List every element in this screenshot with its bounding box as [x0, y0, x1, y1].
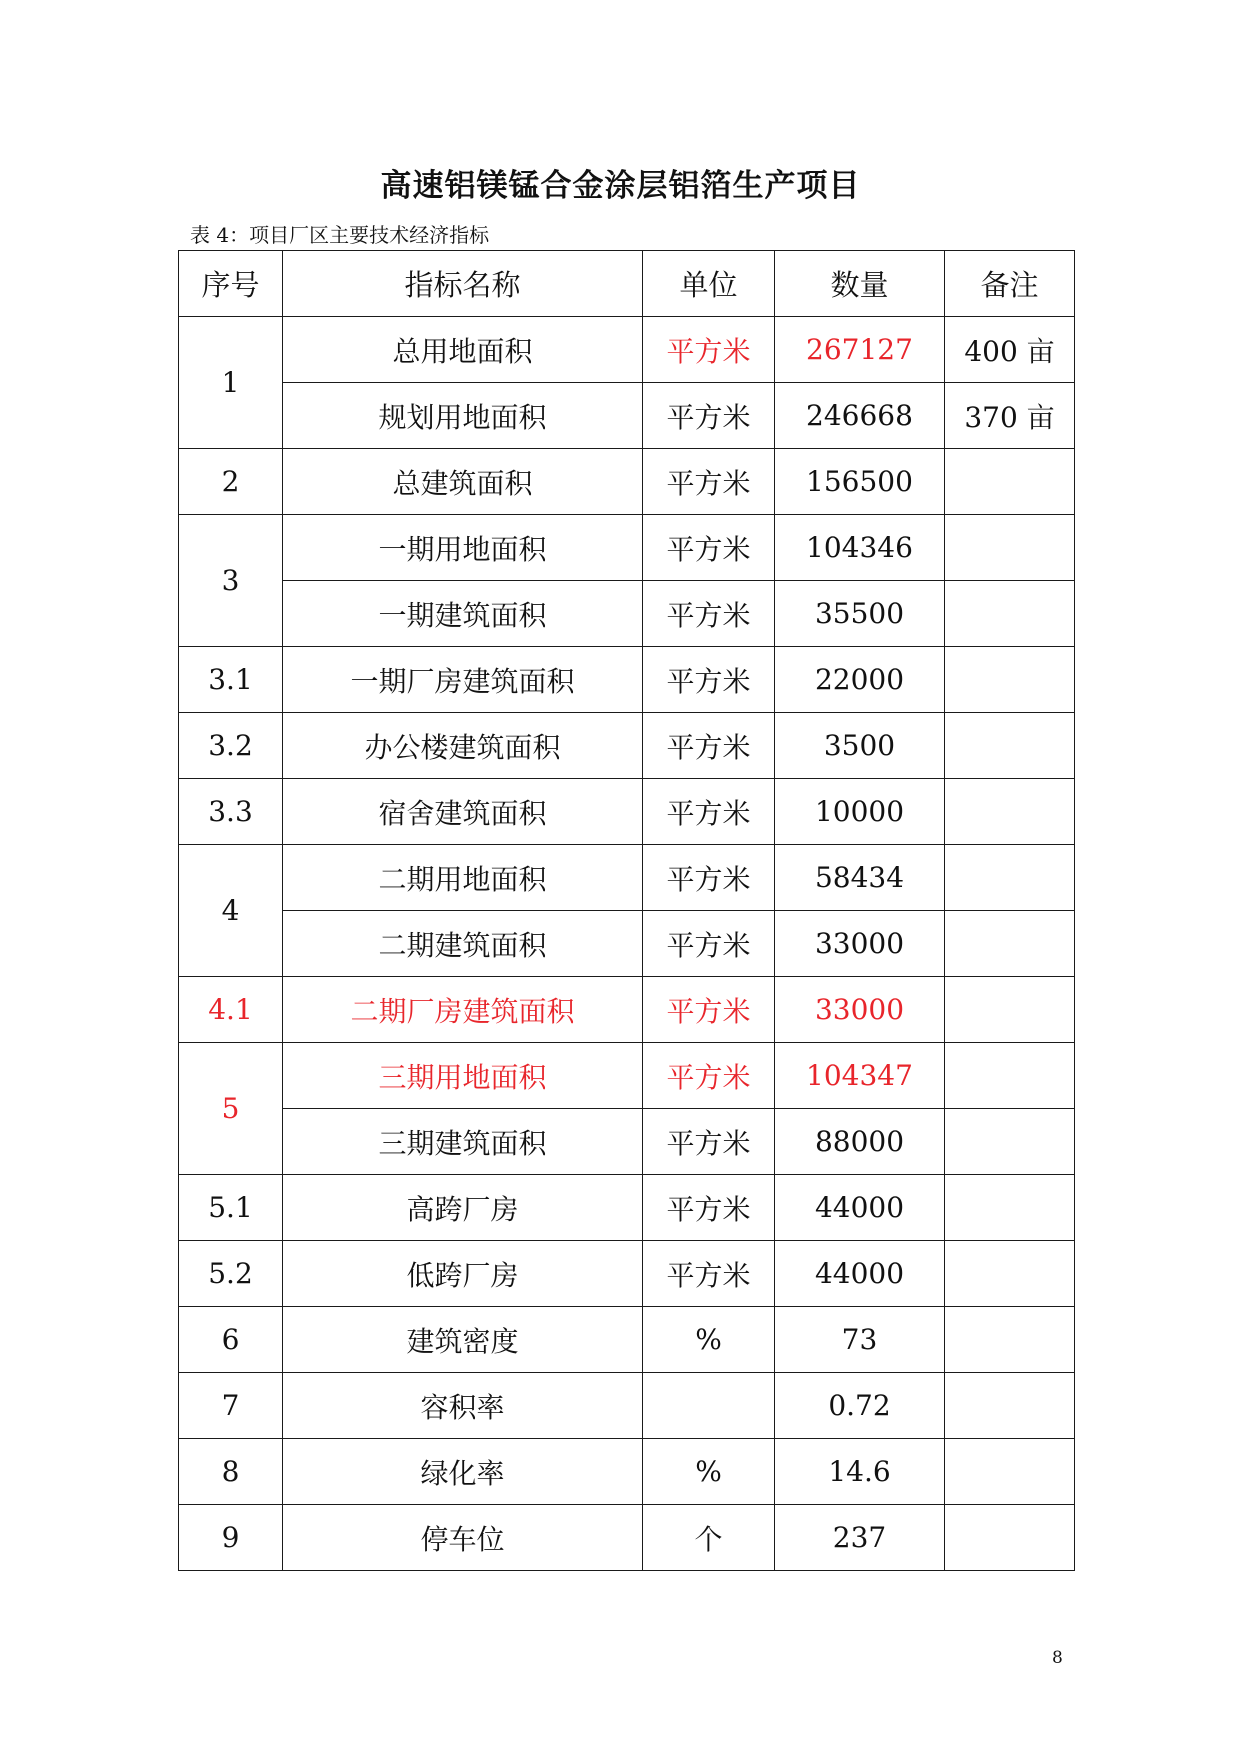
table-caption: 表 4：项目厂区主要技术经济指标: [190, 223, 490, 247]
row-name: 建筑密度: [283, 1307, 643, 1373]
row-index: 9: [179, 1505, 283, 1571]
row-index: 8: [179, 1439, 283, 1505]
row-unit: %: [643, 1307, 775, 1373]
row-quantity: 14.6: [775, 1439, 945, 1505]
row-quantity: 267127: [775, 317, 945, 383]
table-row: [179, 779, 1075, 845]
row-unit: 平方米: [643, 779, 775, 845]
row-name: 宿舍建筑面积: [283, 779, 643, 845]
row-index: 7: [179, 1373, 283, 1439]
row-note: [945, 779, 1075, 845]
row-unit: 平方米: [643, 845, 775, 911]
table-body: [179, 317, 1075, 1571]
row-note: [945, 1241, 1075, 1307]
row-name: 二期建筑面积: [283, 911, 643, 977]
row-note: [945, 581, 1075, 647]
row-unit: 平方米: [643, 713, 775, 779]
row-note: 370 亩: [945, 383, 1075, 449]
row-name: 容积率: [283, 1373, 643, 1439]
table-row: [179, 317, 1075, 383]
row-index: 3.3: [179, 779, 283, 845]
row-unit: 平方米: [643, 647, 775, 713]
table-row: [179, 449, 1075, 515]
row-index: 4.1: [179, 977, 283, 1043]
row-name: 规划用地面积: [283, 383, 643, 449]
row-name: 三期用地面积: [283, 1043, 643, 1109]
row-name: 低跨厂房: [283, 1241, 643, 1307]
table-row: [179, 1439, 1075, 1505]
row-name: 高跨厂房: [283, 1175, 643, 1241]
row-unit: 平方米: [643, 581, 775, 647]
row-note: [945, 1373, 1075, 1439]
row-note: [945, 713, 1075, 779]
row-unit: 平方米: [643, 911, 775, 977]
row-quantity: 44000: [775, 1175, 945, 1241]
row-quantity: 237: [775, 1505, 945, 1571]
row-note: [945, 1043, 1075, 1109]
table-row: [179, 911, 1075, 977]
row-note: [945, 449, 1075, 515]
row-note: [945, 1109, 1075, 1175]
row-note: [945, 515, 1075, 581]
header-name: 指标名称: [283, 251, 643, 317]
table-row: [179, 977, 1075, 1043]
header-index: 序号: [179, 251, 283, 317]
row-note: [945, 845, 1075, 911]
row-index: 3.2: [179, 713, 283, 779]
table-row: [179, 1373, 1075, 1439]
row-index: 3.1: [179, 647, 283, 713]
row-quantity: 104347: [775, 1043, 945, 1109]
row-quantity: 35500: [775, 581, 945, 647]
table-row: [179, 1175, 1075, 1241]
row-unit: 平方米: [643, 317, 775, 383]
row-index: 5: [179, 1043, 283, 1175]
row-quantity: 73: [775, 1307, 945, 1373]
row-name: 停车位: [283, 1505, 643, 1571]
row-unit: [643, 1373, 775, 1439]
row-quantity: 33000: [775, 977, 945, 1043]
table-row: [179, 515, 1075, 581]
row-note: [945, 1505, 1075, 1571]
indicators-table: [178, 250, 1075, 1571]
row-name: 一期建筑面积: [283, 581, 643, 647]
row-index: 5.1: [179, 1175, 283, 1241]
row-note: [945, 647, 1075, 713]
row-quantity: 88000: [775, 1109, 945, 1175]
row-unit: 平方米: [643, 1241, 775, 1307]
row-note: [945, 977, 1075, 1043]
row-unit: 平方米: [643, 977, 775, 1043]
row-index: 5.2: [179, 1241, 283, 1307]
row-note: [945, 1175, 1075, 1241]
row-quantity: 10000: [775, 779, 945, 845]
header-quantity: 数量: [775, 251, 945, 317]
row-unit: %: [643, 1439, 775, 1505]
row-name: 一期厂房建筑面积: [283, 647, 643, 713]
row-note: 400 亩: [945, 317, 1075, 383]
table-row: [179, 383, 1075, 449]
row-unit: 平方米: [643, 515, 775, 581]
table-row: [179, 647, 1075, 713]
table-row: [179, 1307, 1075, 1373]
row-unit: 个: [643, 1505, 775, 1571]
row-unit: 平方米: [643, 449, 775, 515]
row-name: 办公楼建筑面积: [283, 713, 643, 779]
row-name: 绿化率: [283, 1439, 643, 1505]
table-header-row: [179, 251, 1075, 317]
row-quantity: 58434: [775, 845, 945, 911]
row-index: 6: [179, 1307, 283, 1373]
row-quantity: 246668: [775, 383, 945, 449]
header-unit: 单位: [643, 251, 775, 317]
table-row: [179, 1241, 1075, 1307]
row-quantity: 0.72: [775, 1373, 945, 1439]
row-unit: 平方米: [643, 1109, 775, 1175]
row-name: 一期用地面积: [283, 515, 643, 581]
row-name: 二期用地面积: [283, 845, 643, 911]
row-quantity: 156500: [775, 449, 945, 515]
page-number: 8: [1052, 1648, 1063, 1668]
row-quantity: 3500: [775, 713, 945, 779]
row-name: 二期厂房建筑面积: [283, 977, 643, 1043]
row-name: 总建筑面积: [283, 449, 643, 515]
table-row: [179, 845, 1075, 911]
row-index: 1: [179, 317, 283, 449]
row-unit: 平方米: [643, 1043, 775, 1109]
row-unit: 平方米: [643, 383, 775, 449]
header-note: 备注: [945, 251, 1075, 317]
row-name: 总用地面积: [283, 317, 643, 383]
row-note: [945, 911, 1075, 977]
document-title: 高速铝镁锰合金涂层铝箔生产项目: [380, 168, 861, 204]
row-name: 三期建筑面积: [283, 1109, 643, 1175]
row-index: 4: [179, 845, 283, 977]
table-row: [179, 1043, 1075, 1109]
row-note: [945, 1307, 1075, 1373]
row-index: 3: [179, 515, 283, 647]
row-quantity: 44000: [775, 1241, 945, 1307]
row-unit: 平方米: [643, 1175, 775, 1241]
table-row: [179, 1109, 1075, 1175]
row-note: [945, 1439, 1075, 1505]
row-quantity: 22000: [775, 647, 945, 713]
table-row: [179, 1505, 1075, 1571]
table-row: [179, 581, 1075, 647]
row-quantity: 104346: [775, 515, 945, 581]
row-quantity: 33000: [775, 911, 945, 977]
row-index: 2: [179, 449, 283, 515]
table-row: [179, 713, 1075, 779]
